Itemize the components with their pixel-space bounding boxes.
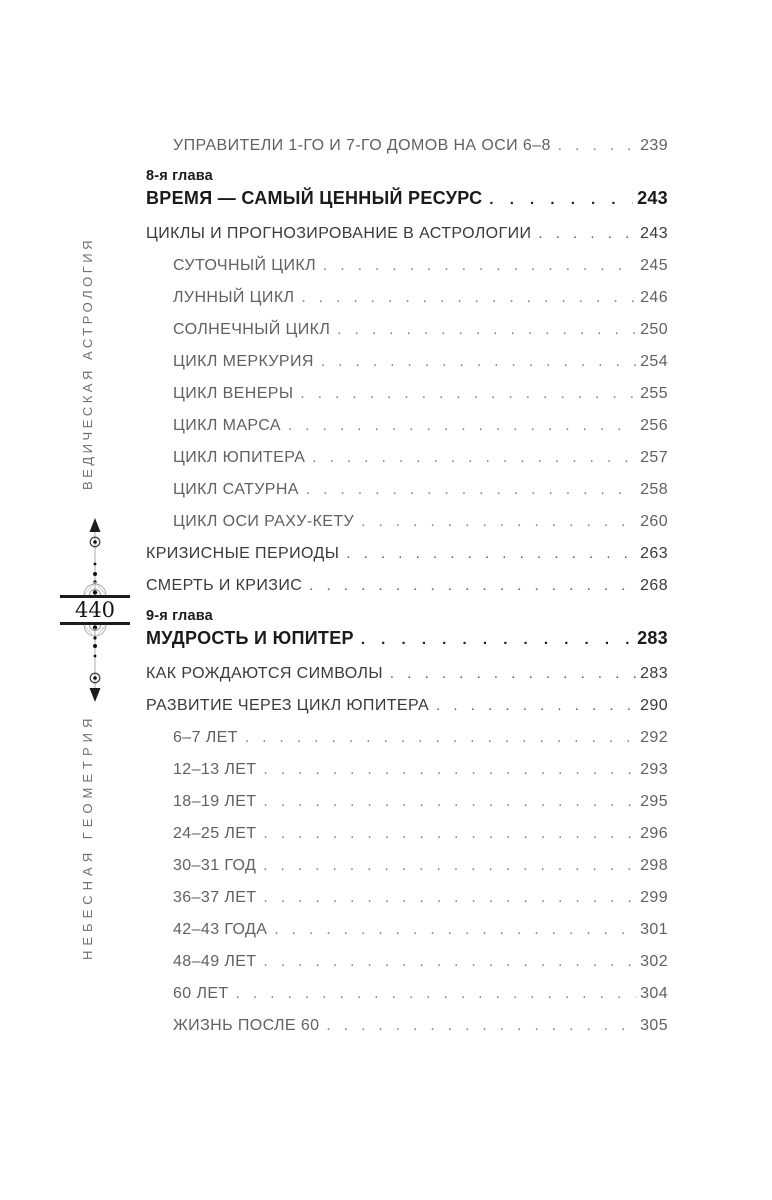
toc-entry-page: 246 xyxy=(640,289,668,306)
toc-entry-label: 18–19 ЛЕТ xyxy=(173,793,257,810)
dot-leader xyxy=(274,920,636,939)
dot-leader xyxy=(301,288,636,307)
toc-entry xyxy=(146,136,668,155)
toc-entry xyxy=(146,824,668,843)
toc-entry xyxy=(146,544,668,563)
page-number: 440 xyxy=(74,598,116,622)
toc-entry-page: 243 xyxy=(637,188,668,208)
toc-entry-label: 48–49 ЛЕТ xyxy=(173,953,257,970)
toc-entry-label: ЦИКЛ ОСИ РАХУ-КЕТУ xyxy=(173,513,355,530)
toc-entry-label: ЦИКЛ МАРСА xyxy=(173,417,281,434)
toc-entry-label: ВРЕМЯ — САМЫЙ ЦЕННЫЙ РЕСУРС xyxy=(146,188,483,208)
toc-entry xyxy=(146,188,668,210)
toc-entry-label: 12–13 ЛЕТ xyxy=(173,761,257,778)
dot-leader xyxy=(489,188,633,210)
toc-entry xyxy=(146,792,668,811)
toc-entry-page: 295 xyxy=(640,793,668,810)
toc-entry-label: УПРАВИТЕЛИ 1-ГО И 7-ГО ДОМОВ НА ОСИ 6–8 xyxy=(173,137,551,154)
toc-entry-page: 283 xyxy=(640,665,668,682)
dot-leader xyxy=(337,320,636,339)
dot-leader xyxy=(323,256,636,275)
dot-leader xyxy=(263,856,636,875)
toc-entry-label: ЦИКЛ ЮПИТЕРА xyxy=(173,449,306,466)
toc-entry xyxy=(146,256,668,275)
toc-entry-page: 283 xyxy=(637,628,668,648)
toc-entry xyxy=(146,352,668,371)
dot-leader xyxy=(288,416,636,435)
toc-entry-label: ЦИКЛЫ И ПРОГНОЗИРОВАНИЕ В АСТРОЛОГИИ xyxy=(146,225,532,242)
toc-entry-label: РАЗВИТИЕ ЧЕРЕЗ ЦИКЛ ЮПИТЕРА xyxy=(146,697,430,714)
toc-entry-page: 263 xyxy=(640,545,668,562)
toc-chapter-entry xyxy=(146,168,668,210)
toc-entry-label: 6–7 ЛЕТ xyxy=(173,729,238,746)
toc-entry-page: 302 xyxy=(640,953,668,970)
toc-entry-page: 243 xyxy=(640,225,668,242)
dot-leader xyxy=(390,664,636,683)
side-title-bottom: НЕБЕСНАЯ ГЕОМЕТРИЯ xyxy=(80,713,95,960)
toc-entry-page: 305 xyxy=(640,1017,668,1034)
toc-entry-label: ЦИКЛ ВЕНЕРЫ xyxy=(173,385,294,402)
ornament-arrow-up-icon xyxy=(53,516,137,598)
toc-entry xyxy=(146,416,668,435)
toc-entry xyxy=(146,384,668,403)
toc-entry xyxy=(146,920,668,939)
toc-entry xyxy=(146,288,668,307)
ornament-arrow-down-icon xyxy=(53,622,137,702)
toc-entry-label: ЛУННЫЙ ЦИКЛ xyxy=(173,289,295,306)
toc-entry xyxy=(146,728,668,747)
dot-leader xyxy=(361,628,633,650)
chapter-number-label: 8-я глава xyxy=(146,168,213,184)
toc-entry xyxy=(146,448,668,467)
toc-entry-label: ЦИКЛ МЕРКУРИЯ xyxy=(173,353,314,370)
chapter-number-label: 9-я глава xyxy=(146,608,213,624)
dot-leader xyxy=(263,824,636,843)
toc-entry-label: СУТОЧНЫЙ ЦИКЛ xyxy=(173,257,317,274)
dot-leader xyxy=(361,512,636,531)
dot-leader xyxy=(263,952,636,971)
dot-leader xyxy=(321,352,636,371)
toc-entry xyxy=(146,1016,668,1035)
toc-entry xyxy=(146,664,668,683)
toc-entry-label: МУДРОСТЬ И ЮПИТЕР xyxy=(146,628,354,648)
table-of-contents xyxy=(146,136,668,1048)
dot-leader xyxy=(263,888,636,907)
toc-entry xyxy=(146,952,668,971)
toc-entry-page: 293 xyxy=(640,761,668,778)
dot-leader xyxy=(263,792,636,811)
toc-entry-page: 292 xyxy=(640,729,668,746)
dot-leader xyxy=(326,1016,636,1035)
toc-entry-page: 256 xyxy=(640,417,668,434)
dot-leader xyxy=(346,544,636,563)
toc-entry-label: КАК РОЖДАЮТСЯ СИМВОЛЫ xyxy=(146,665,383,682)
toc-entry xyxy=(146,888,668,907)
toc-entry-page: 299 xyxy=(640,889,668,906)
toc-entry-page: 257 xyxy=(640,449,668,466)
toc-entry xyxy=(146,696,668,715)
dot-leader xyxy=(263,760,636,779)
toc-entry-page: 250 xyxy=(640,321,668,338)
toc-entry xyxy=(146,856,668,875)
toc-entry-page: 245 xyxy=(640,257,668,274)
toc-entry xyxy=(146,512,668,531)
dot-leader xyxy=(558,136,636,155)
toc-entry-label: 36–37 ЛЕТ xyxy=(173,889,257,906)
dot-leader xyxy=(436,696,636,715)
toc-entry-page: 254 xyxy=(640,353,668,370)
toc-entry xyxy=(146,628,668,650)
toc-entry-label: 60 ЛЕТ xyxy=(173,985,229,1002)
toc-entry-page: 304 xyxy=(640,985,668,1002)
toc-entry-page: 260 xyxy=(640,513,668,530)
toc-entry-page: 301 xyxy=(640,921,668,938)
toc-entry-page: 258 xyxy=(640,481,668,498)
toc-entry-label: 42–43 ГОДА xyxy=(173,921,268,938)
toc-entry-page: 255 xyxy=(640,385,668,402)
toc-entry-page: 296 xyxy=(640,825,668,842)
toc-entry xyxy=(146,760,668,779)
dot-leader xyxy=(236,984,637,1003)
toc-entry-label: ЖИЗНЬ ПОСЛЕ 60 xyxy=(173,1017,320,1034)
toc-entry-label: ЦИКЛ САТУРНА xyxy=(173,481,299,498)
toc-entry-label: 30–31 ГОД xyxy=(173,857,257,874)
toc-entry-page: 290 xyxy=(640,697,668,714)
page-number-ornament xyxy=(53,516,137,702)
toc-entry-label: 24–25 ЛЕТ xyxy=(173,825,257,842)
dot-leader xyxy=(309,576,636,595)
toc-entry xyxy=(146,224,668,243)
dot-leader xyxy=(300,384,636,403)
dot-leader xyxy=(245,728,636,747)
dot-leader xyxy=(306,480,636,499)
toc-entry-page: 298 xyxy=(640,857,668,874)
toc-entry xyxy=(146,576,668,595)
side-title-top: ВЕДИЧЕСКАЯ АСТРОЛОГИЯ xyxy=(80,236,95,490)
toc-chapter-entry xyxy=(146,608,668,650)
toc-entry xyxy=(146,320,668,339)
toc-entry-page: 268 xyxy=(640,577,668,594)
toc-entry-label: СОЛНЕЧНЫЙ ЦИКЛ xyxy=(173,321,331,338)
dot-leader xyxy=(312,448,636,467)
toc-entry-page: 239 xyxy=(640,137,668,154)
toc-entry-label: КРИЗИСНЫЕ ПЕРИОДЫ xyxy=(146,545,340,562)
toc-entry-label: СМЕРТЬ И КРИЗИС xyxy=(146,577,303,594)
dot-leader xyxy=(538,224,636,243)
toc-entry xyxy=(146,984,668,1003)
toc-entry xyxy=(146,480,668,499)
